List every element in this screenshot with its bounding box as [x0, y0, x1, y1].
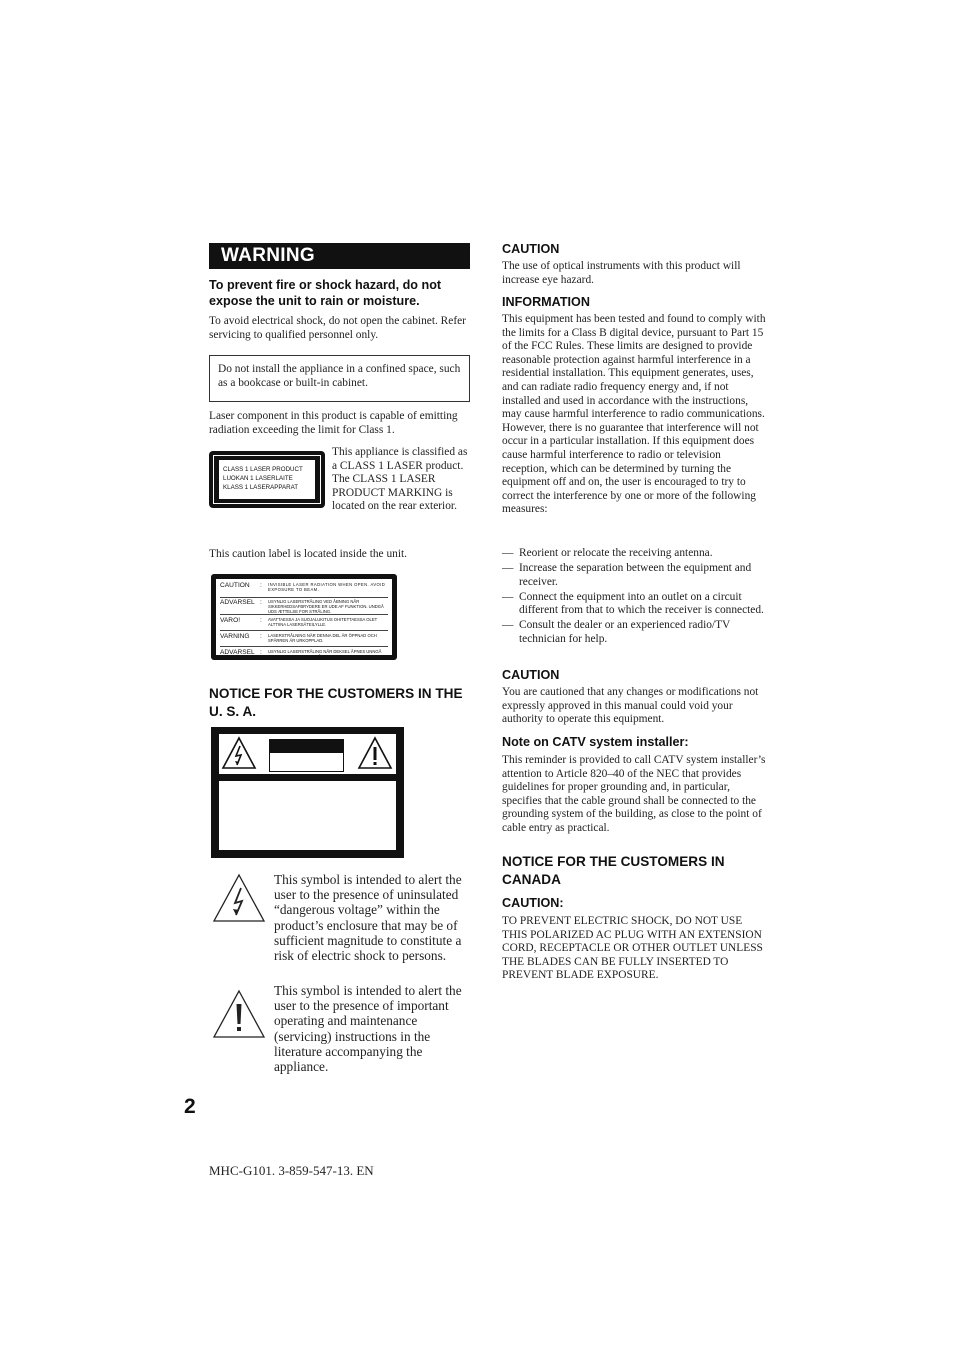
catv-heading: Note on CATV system installer: — [502, 735, 689, 749]
important-instructions-description: This symbol is intended to alert the user to the presence of important operating and maintenance (servicing) instructions in the literature accompanying the appliance. — [274, 983, 462, 1075]
dangerous-voltage-icon — [212, 873, 266, 923]
caution-row-label: VARO! — [220, 617, 241, 624]
usa-notice-heading: NOTICE FOR THE CUSTOMERS IN THE U. S. A. — [209, 686, 463, 719]
caution-row-text: USYNLIG LASERSTRÅLING NÅR DEKSEL ÅPNES UNNGÅ EKSPONERING FOR STRÅLEN. — [268, 649, 382, 659]
install-notice-text: Do not install the appliance in a confined space, such as a bookcase or built-in cabinet. — [218, 363, 461, 389]
list-item: — Connect the equipment into an outlet on a circuit different from that to which the receiver is connected. — [502, 591, 764, 618]
laser-component-text: Laser component in this product is capable of emitting radiation exceeding the limit for Class 1. — [209, 410, 458, 436]
caution-heading: CAUTION — [502, 668, 560, 682]
caution-label-row: CAUTION : INVISIBLE LASER RADIATION WHEN OPEN. AVOID EXPOSURE TO BEAM. — [220, 582, 388, 598]
important-instructions-icon — [212, 989, 266, 1039]
list-item: — Consult the dealer or an experienced radio/TV technician for help. — [502, 619, 764, 646]
list-item: — Increase the separation between the equipment and receiver. — [502, 562, 764, 589]
risk-of-shock-caution-graphic — [211, 727, 404, 858]
caution-label-row: ADVARSEL : USYNLIG LASERSTRÅLING NÅR DEKSEL ÅPNES UNNGÅ EKSPONERING FOR STRÅLEN. — [220, 647, 388, 661]
caution-label-row: VARO! : AVATTAESSA JA SUOJALUKITUS OHITETTAESSA OLET ALTTIINA LASERSÄTEILYLLE. — [220, 615, 388, 631]
caution-heading: CAUTION: — [502, 896, 564, 910]
interference-measures-list — [502, 547, 764, 647]
caution-row-text: AVATTAESSA JA SUOJALUKITUS OHITETTAESSA OLET ALTTIINA LASERSÄTEILYLLE. — [268, 617, 378, 627]
warning-lead: To prevent fire or shock hazard, do not expose the unit to rain or moisture. — [209, 278, 442, 308]
warning-title: WARNING — [221, 245, 315, 266]
class1-description: This appliance is classified as a CLASS 1 LASER product. The CLASS 1 LASER PRODUCT MARKING is located on the rear exterior. — [332, 446, 468, 513]
canada-notice-heading: NOTICE FOR THE CUSTOMERS IN CANADA — [502, 854, 725, 887]
page-number: 2 — [184, 1095, 196, 1118]
caution-row-label: ADVARSEL — [220, 649, 255, 656]
information-heading: INFORMATION — [502, 295, 590, 309]
caution-heading: CAUTION — [502, 242, 560, 256]
install-notice-box — [209, 355, 470, 402]
caution-row-text: USYNLIG LASERSTRÅLING VED ÅBNING NÅR SIKKERHEDSAFBRYDERE ER UDE AF FUNKTION. UNDGÅ UDS ÆTTELSE FOR STRÅLING. — [268, 599, 384, 614]
optical-caution-text: The use of optical instruments with this product will increase eye hazard. — [502, 260, 741, 286]
caution-row-text: LASERSTRÅLNING NÄR DENNA DEL ÄR ÖPPNAD OCH SPÄRREN ÄR URKOPPLAD. — [268, 633, 377, 643]
shock-warning-text: To avoid electrical shock, do not open the cabinet. Refer servicing to qualified personnel only. — [209, 315, 466, 341]
modification-caution-text: You are cautioned that any changes or modifications not expressly approved in this manual could void your authority to operate this equipment. — [502, 686, 759, 726]
polarized-plug-caution-text: TO PREVENT ELECTRIC SHOCK, DO NOT USE THIS POLARIZED AC PLUG WITH AN EXTENSION CORD, RECEPTACLE OR OTHER OUTLET UNLESS THE BLADES CAN BE FULLY INSERTED TO PREVENT BLADE EXPOSURE. — [502, 915, 763, 982]
caution-row-label: ADVARSEL — [220, 599, 255, 606]
class1-label-line: CLASS 1 LASER PRODUCT — [223, 466, 303, 473]
class1-label-line: LUOKAN 1 LASERLAITE — [223, 475, 293, 482]
caution-plate — [269, 739, 344, 772]
catv-text: This reminder is provided to call CATV system installer’s attention to Article 820–40 of the NEC that provides guidelines for proper grounding and, in particular, specifies that the cable ground shall be connected to the grounding system of the building, as close to the point of cable entry as practical. — [502, 754, 766, 834]
caution-row-text: INVISIBLE LASER RADIATION WHEN OPEN. AVOID EXPOSURE TO BEAM. — [268, 582, 386, 592]
caution-label-row: VARNING : LASERSTRÅLNING NÄR DENNA DEL ÄR ÖPPNAD OCH SPÄRREN ÄR URKOPPLAD. — [220, 631, 388, 647]
class1-label-line: KLASS 1 LASERAPPARAT — [223, 484, 299, 491]
exclamation-triangle-icon — [357, 736, 393, 770]
list-item: — Reorient or relocate the receiving antenna. — [502, 547, 764, 561]
caution-row-label: CAUTION — [220, 582, 250, 589]
dangerous-voltage-description: This symbol is intended to alert the user to the presence of uninsulated “dangerous voltage” within the product’s enclosure that may be of sufficient magnitude to constitute a risk of electric shock to persons. — [274, 872, 462, 964]
fcc-information-text: This equipment has been tested and found to comply with the limits for a Class B digital device, pursuant to Part 15 of the FCC Rules. These limits are designed to provide reasonable protection against harmful interference in a residential installation. This equipment generates, uses, and can radiate radio frequency energy and, if not installed and used in accordance with the instructions, may cause harmful interference to radio communications. However, there is no guarantee that interference will not occur in a particular installation. If this equipment does cause harmful interference to radio or television reception, which can be determined by turning the equipment off and on, the user is encouraged to try to correct the interference by one or more of the following measures: — [502, 313, 766, 516]
caution-label-row: ADVARSEL : USYNLIG LASERSTRÅLING VED ÅBNING NÅR SIKKERHEDSAFBRYDERE ER UDE AF FUNKTION. UNDGÅ UDS ÆTTELSE FOR STRÅLING. — [220, 598, 388, 615]
caution-label-location-text: This caution label is located inside the unit. — [209, 548, 408, 560]
caution-row-label: VARNING — [220, 633, 250, 640]
lightning-triangle-icon — [221, 736, 257, 770]
class1-laser-label — [209, 451, 325, 508]
warning-banner — [209, 243, 470, 269]
model-code: MHC-G101. 3-859-547-13. EN — [209, 1163, 374, 1178]
multilingual-caution-label — [211, 574, 397, 660]
